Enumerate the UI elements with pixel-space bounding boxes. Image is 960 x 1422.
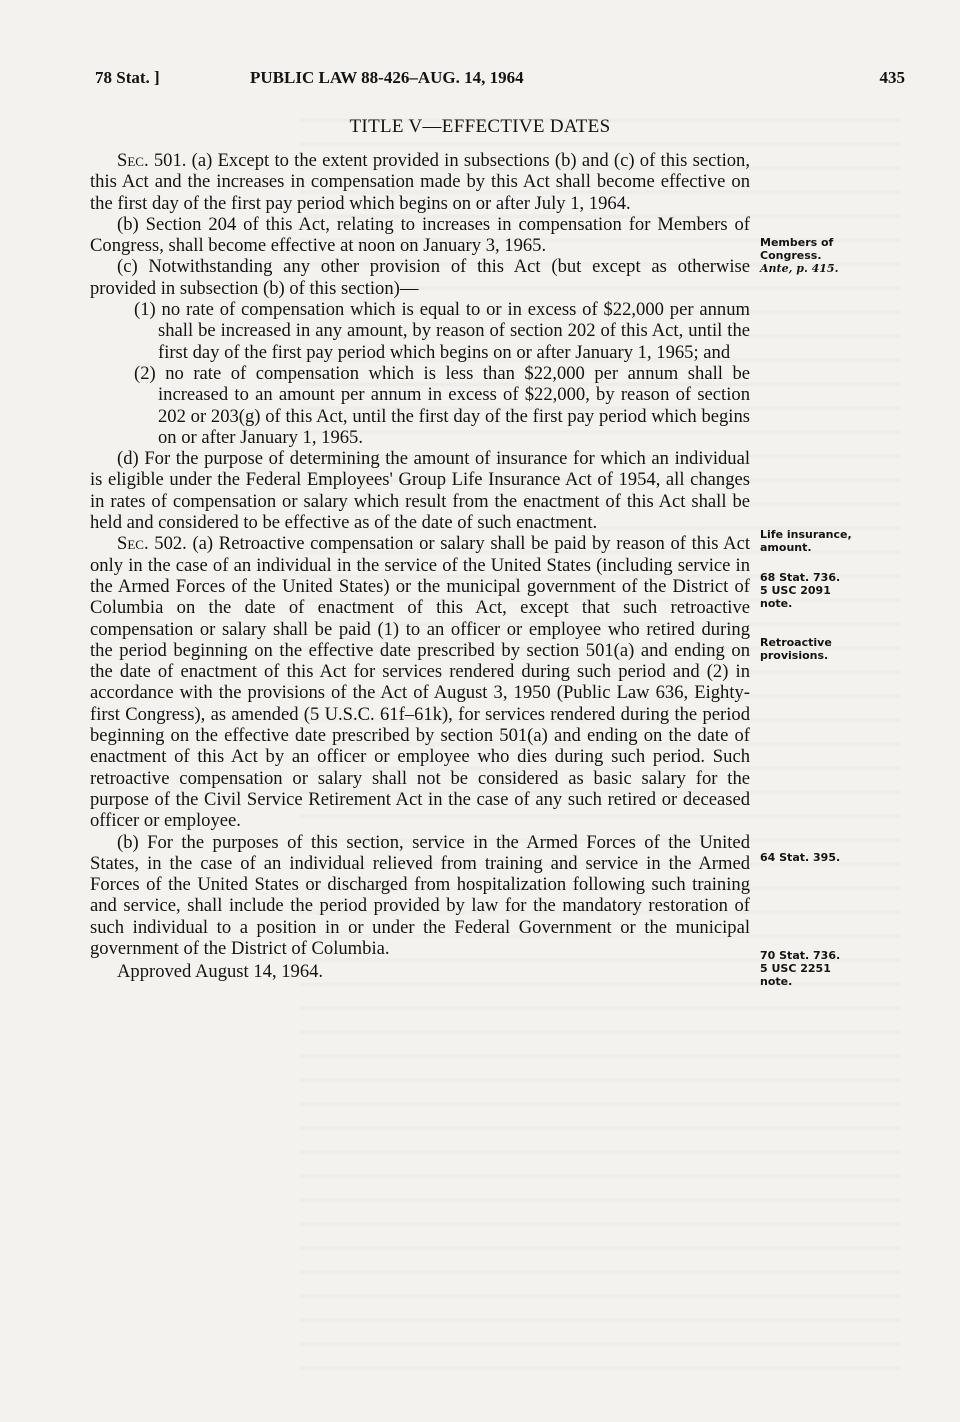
note-line <box>760 262 900 275</box>
note-line: note. <box>760 975 793 988</box>
note-line: 5 USC 2251 <box>760 962 831 975</box>
sec501-c: (c) Notwithstanding any other provision of this Act (but except as otherwise provided in subsection (b) of this section)— <box>90 256 750 299</box>
margin-note-64-stat <box>760 851 900 864</box>
note-line: 70 Stat. 736. <box>760 949 841 962</box>
sec501-c2: (2) no rate of compensation which is less than $22,000 per annum shall be increased to an amount per annum in excess of $22,000, by reason of section 202 or 203(g) of this Act, until the first day of the first pay period which begins on or after January 1, 1965. <box>134 362 750 448</box>
note-line: 5 USC 2091 <box>760 584 831 597</box>
section-title: TITLE V—EFFECTIVE DATES <box>349 116 611 137</box>
note-line: Congress. <box>760 249 822 262</box>
note-line: Retroactive <box>760 636 832 649</box>
page-number: 435 <box>879 68 905 87</box>
page-header <box>95 68 905 96</box>
sec501-d: (d) For the purpose of determining the amount of insurance for which an individual is eligible under the Federal Employees' Group Life Insurance Act of 1954, all changes in rates of compensation or salary which result from the enactment of this Act shall be held and considered to be effective as of the date of such enactment. <box>90 448 750 534</box>
paragraph-text: (a) Except to the extent provided in subsections (b) and (c) of this section, this Act and the increases in compensation made by this Act shall become effective on the first day of the first pay period which begins on or after July 1, 1964. <box>90 150 750 214</box>
sec502-a <box>90 533 750 831</box>
volume-reference: 78 Stat. ] <box>95 68 160 87</box>
section-label: Sec. 501. <box>117 150 187 171</box>
sec501-a <box>90 150 750 214</box>
section-label: Sec. 502. <box>117 533 187 555</box>
paragraph-text: (a) Retroactive compensation or salary shall be paid by reason of this Act only in the case of an individual in the service of the United States (including service in the Armed Forces of the United States) or the municipal government of the District of Columbia on the date of enactment of this Act, except that such retroactive compensation or salary shall be paid (1) to an officer or employee who retired during the period beginning on the effective date prescribed by section 501(a) and ending on the date of enactment of this Act for services rendered during such period and (2) in accordance with the provisions of the Act of August 3, 1950 (Public Law 636, Eighty-first Congress), as amended (5 U.S.C. 61f–61k), for services rendered during the period beginning on the effective date prescribed by section 501(a) and ending on the date of enactment of this Act by an officer or employee who dies during such period. Such retroactive compensation or salary shall not be considered as basic salary for the purpose of the Civil Service Retirement Act in the case of any such retired or deceased officer or employee. <box>90 533 750 832</box>
note-line: amount. <box>760 541 812 554</box>
margin-note-members <box>760 236 900 275</box>
approval-line: Approved August 14, 1964. <box>117 961 324 983</box>
note-line: provisions. <box>760 649 829 662</box>
note-line: 64 Stat. 395. <box>760 851 841 864</box>
sec501-b: (b) Section 204 of this Act, relating to increases in compensation for Members of Congress, shall become effective at noon on January 3, 1965. <box>90 213 750 257</box>
margin-note-life-insurance <box>760 528 900 554</box>
note-line: 68 Stat. 736. <box>760 571 841 584</box>
note-line: Life insurance, <box>760 528 852 541</box>
sec502-b: (b) For the purposes of this section, service in the Armed Forces of the United States, in the case of an individual relieved from training and service in the Armed Forces of the United States or discharged from hospitalization following such training and service, shall include the period provided by law for the mandatory restoration of such individual to a position in or under the Federal Government or the municipal government of the District of Columbia. <box>90 831 750 959</box>
note-line: note. <box>760 597 793 610</box>
note-line: Members of <box>760 236 834 249</box>
margin-note-retroactive <box>760 636 900 662</box>
margin-note-70-stat <box>760 949 900 988</box>
sec501-c1: (1) no rate of compensation which is equal to or in excess of $22,000 per annum shall be increased in any amount, by reason of section 202 of this Act, until the first day of the first pay period which begins on or after January 1, 1965; and <box>134 299 750 363</box>
margin-note-68-stat <box>760 571 900 610</box>
running-head: PUBLIC LAW 88-426–AUG. 14, 1964 <box>250 68 524 87</box>
document-body <box>90 150 750 983</box>
note-reference: Ante, p. 415. <box>760 262 839 275</box>
